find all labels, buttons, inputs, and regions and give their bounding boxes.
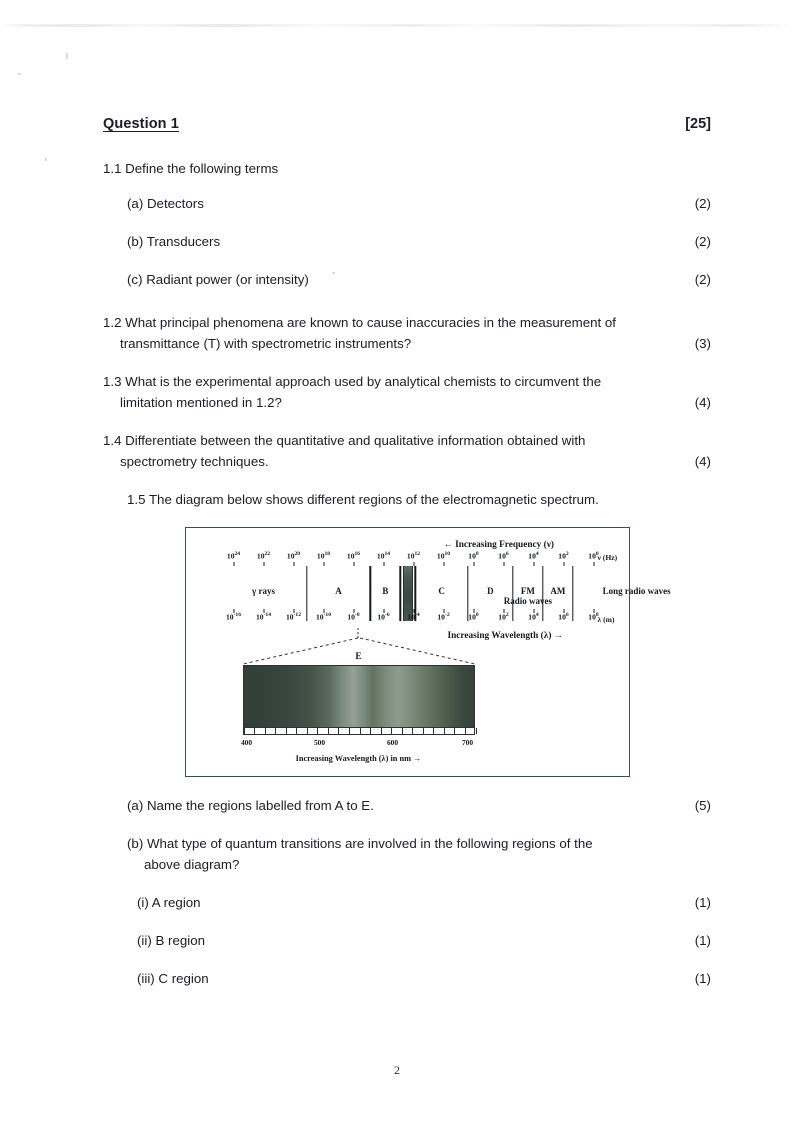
wavelength-axis (186, 613, 631, 629)
nm-tick-label: 400 (240, 738, 253, 747)
ruler-tick (423, 728, 424, 734)
axis-tick-mark (563, 609, 564, 613)
question-line-2: spectrometry techniques. (120, 454, 269, 469)
question-1-4 (103, 430, 711, 472)
axis-tick-label: $10^{18}$ (316, 551, 331, 561)
ruler-tick (391, 728, 392, 734)
question-text (103, 312, 616, 354)
question-marks: (4) (694, 395, 711, 410)
wavelength-ruler (243, 728, 475, 735)
question-text (103, 371, 601, 413)
spectrum-region-label: C (438, 586, 445, 596)
question-line-1: 1.4 Differentiate between the quantitative and qualitative information obtained with (103, 433, 586, 448)
axis-tick-label: $10^{-2}$ (437, 612, 450, 622)
question-1-2 (103, 312, 711, 354)
ruler-tick (360, 728, 361, 734)
frequency-unit-label: ν (Hz) (597, 553, 618, 562)
ruler-tick (381, 728, 382, 734)
question-marks: (1) (694, 971, 711, 986)
question-marks: (3) (694, 336, 711, 351)
ruler-tick (286, 728, 287, 734)
question-1-3 (103, 371, 711, 413)
nm-axis-caption: Increasing Wavelength (λ) in nm → (295, 754, 422, 763)
axis-tick-mark (413, 609, 414, 613)
question-marks: (2) (694, 234, 711, 249)
axis-tick-label: $10^0$ (588, 551, 599, 561)
ruler-tick (275, 728, 276, 734)
increasing-wavelength-label: Increasing Wavelength (λ) → (447, 631, 564, 641)
question-marks: (5) (694, 798, 711, 813)
sub-question-b-i (103, 892, 711, 913)
scan-speck (66, 53, 68, 59)
axis-tick-mark (353, 609, 354, 613)
question-1-1-a (103, 193, 711, 214)
axis-tick-label: $10^{-12}$ (285, 612, 302, 622)
ruler-tick (265, 728, 266, 734)
axis-tick-label: $10^8$ (468, 551, 479, 561)
ruler-tick (454, 728, 455, 734)
em-spectrum-figure-wrapper (103, 527, 711, 777)
visible-spectrum-band (243, 665, 475, 728)
question-marks: (1) (694, 933, 711, 948)
axis-tick-label: $10^{-8}$ (347, 612, 360, 622)
scan-speck (18, 73, 21, 75)
figure-inner (186, 528, 671, 776)
ruler-tick (317, 728, 318, 734)
spectrum-region-label: A (335, 586, 342, 596)
sub-question-b-ii (103, 930, 711, 951)
axis-tick-label: $10^6$ (498, 551, 509, 561)
question-1-1-c (103, 269, 711, 290)
ruler-tick (328, 728, 329, 734)
nm-tick-label: 600 (386, 738, 399, 747)
axis-tick-label: $10^{-14}$ (255, 612, 272, 622)
nm-tick-label: 500 (313, 738, 326, 747)
axis-tick-label: $10^{-16}$ (225, 612, 242, 622)
axis-tick-label: $10^6$ (558, 612, 569, 622)
scan-speck (45, 158, 47, 161)
axis-tick-label: $10^8$ (588, 612, 599, 622)
axis-tick-label: $10^0$ (468, 612, 479, 622)
scan-noise-artifact (0, 24, 794, 27)
axis-tick-label: $10^{-4}$ (407, 612, 420, 622)
ruler-tick (465, 728, 466, 734)
question-1-1-b (103, 231, 711, 252)
question-text (127, 833, 593, 875)
spectrum-region-label: Long radio waves (602, 586, 671, 596)
ruler-tick (370, 728, 371, 734)
question-marks: (1) (694, 895, 711, 910)
question-text: 1.5 The diagram below shows different regions of the electromagnetic spectrum. (127, 492, 599, 507)
axis-tick-mark (443, 609, 444, 613)
ruler-tick (307, 728, 308, 734)
axis-tick-mark (293, 609, 294, 613)
ruler-tick (444, 728, 445, 734)
spectrum-region-label: B (382, 586, 389, 596)
axis-tick-label: $10^4$ (528, 551, 539, 561)
ruler-tick (338, 728, 339, 734)
axis-tick-mark (503, 609, 504, 613)
axis-tick-label: $10^{-6}$ (377, 612, 390, 622)
ruler-tick (476, 728, 477, 734)
question-text: (i) A region (137, 895, 201, 910)
page-number: 2 (394, 1063, 400, 1077)
axis-tick-mark (533, 609, 534, 613)
visible-region-label-e: E (355, 652, 362, 662)
em-spectrum-figure (185, 527, 671, 777)
question-text (103, 430, 585, 472)
question-line-2: limitation mentioned in 1.2? (120, 395, 282, 410)
axis-tick-mark (323, 609, 324, 613)
total-marks-badge: [25] (685, 116, 711, 132)
axis-tick-label: $10^{24}$ (226, 551, 241, 561)
axis-tick-label: $10^2$ (558, 551, 569, 561)
question-text: (a) Name the regions labelled from A to E. (127, 798, 374, 813)
question-text: (a) Detectors (127, 196, 204, 211)
axis-tick-mark (263, 609, 264, 613)
question-text: (ii) B region (137, 933, 205, 948)
question-marks: (2) (694, 272, 711, 287)
axis-tick-label: $10^{12}$ (406, 551, 421, 561)
question-marks: (2) (694, 196, 711, 211)
sub-question-b (103, 833, 711, 875)
increasing-frequency-label: ← Increasing Frequency (ν) (443, 540, 554, 550)
ruler-tick (244, 728, 245, 734)
wavelength-unit-label: λ (m) (597, 615, 615, 624)
question-marks: (4) (694, 454, 711, 469)
nm-tick-label: 700 (461, 738, 474, 747)
question-line-1: 1.2 What principal phenomena are known to cause inaccuracies in the measurement of (103, 315, 616, 330)
spectrum-region-label: γ rays (252, 586, 275, 596)
sub-question-b-iii (103, 968, 711, 989)
axis-tick-label: $10^{10}$ (436, 551, 451, 561)
question-line-2: transmittance (T) with spectrometric instruments? (120, 336, 412, 351)
axis-tick-label: $10^4$ (528, 612, 539, 622)
ruler-tick (349, 728, 350, 734)
question-1-5 (103, 489, 711, 510)
ruler-tick (254, 728, 255, 734)
axis-tick-label: $10^{-10}$ (315, 612, 332, 622)
sub-question-a (103, 795, 711, 816)
question-line-1: (b) What type of quantum transitions are involved in the following regions of the (127, 836, 593, 851)
axis-tick-label: $10^{14}$ (376, 551, 391, 561)
question-text: (b) Transducers (127, 234, 221, 249)
question-line-2: above diagram? (144, 857, 240, 872)
question-text: 1.1 Define the following terms (103, 161, 279, 176)
axis-tick-mark (383, 609, 384, 613)
document-body (103, 116, 711, 1006)
question-heading-row (103, 116, 711, 132)
question-text: (iii) C region (137, 971, 209, 986)
ruler-tick (296, 728, 297, 734)
question-1-1 (103, 158, 711, 179)
spectrum-region-label: FM Radio waves (503, 586, 553, 607)
axis-tick-mark (473, 609, 474, 613)
axis-tick-mark (233, 609, 234, 613)
page-title: Question 1 (103, 116, 179, 132)
axis-tick-label: $10^{22}$ (256, 551, 271, 561)
ruler-tick (402, 728, 403, 734)
spectrum-region-label: AM (550, 586, 566, 596)
question-line-1: 1.3 What is the experimental approach used by analytical chemists to circumvent the (103, 374, 602, 389)
axis-tick-mark (593, 609, 594, 613)
axis-tick-label: $10^{16}$ (346, 551, 361, 561)
axis-tick-label: $10^2$ (498, 612, 509, 622)
question-text: (c) Radiant power (or intensity) (127, 272, 309, 287)
axis-tick-label: $10^{20}$ (286, 551, 301, 561)
ruler-tick (433, 728, 434, 734)
ruler-tick (412, 728, 413, 734)
spectrum-region-label: D (487, 586, 494, 596)
